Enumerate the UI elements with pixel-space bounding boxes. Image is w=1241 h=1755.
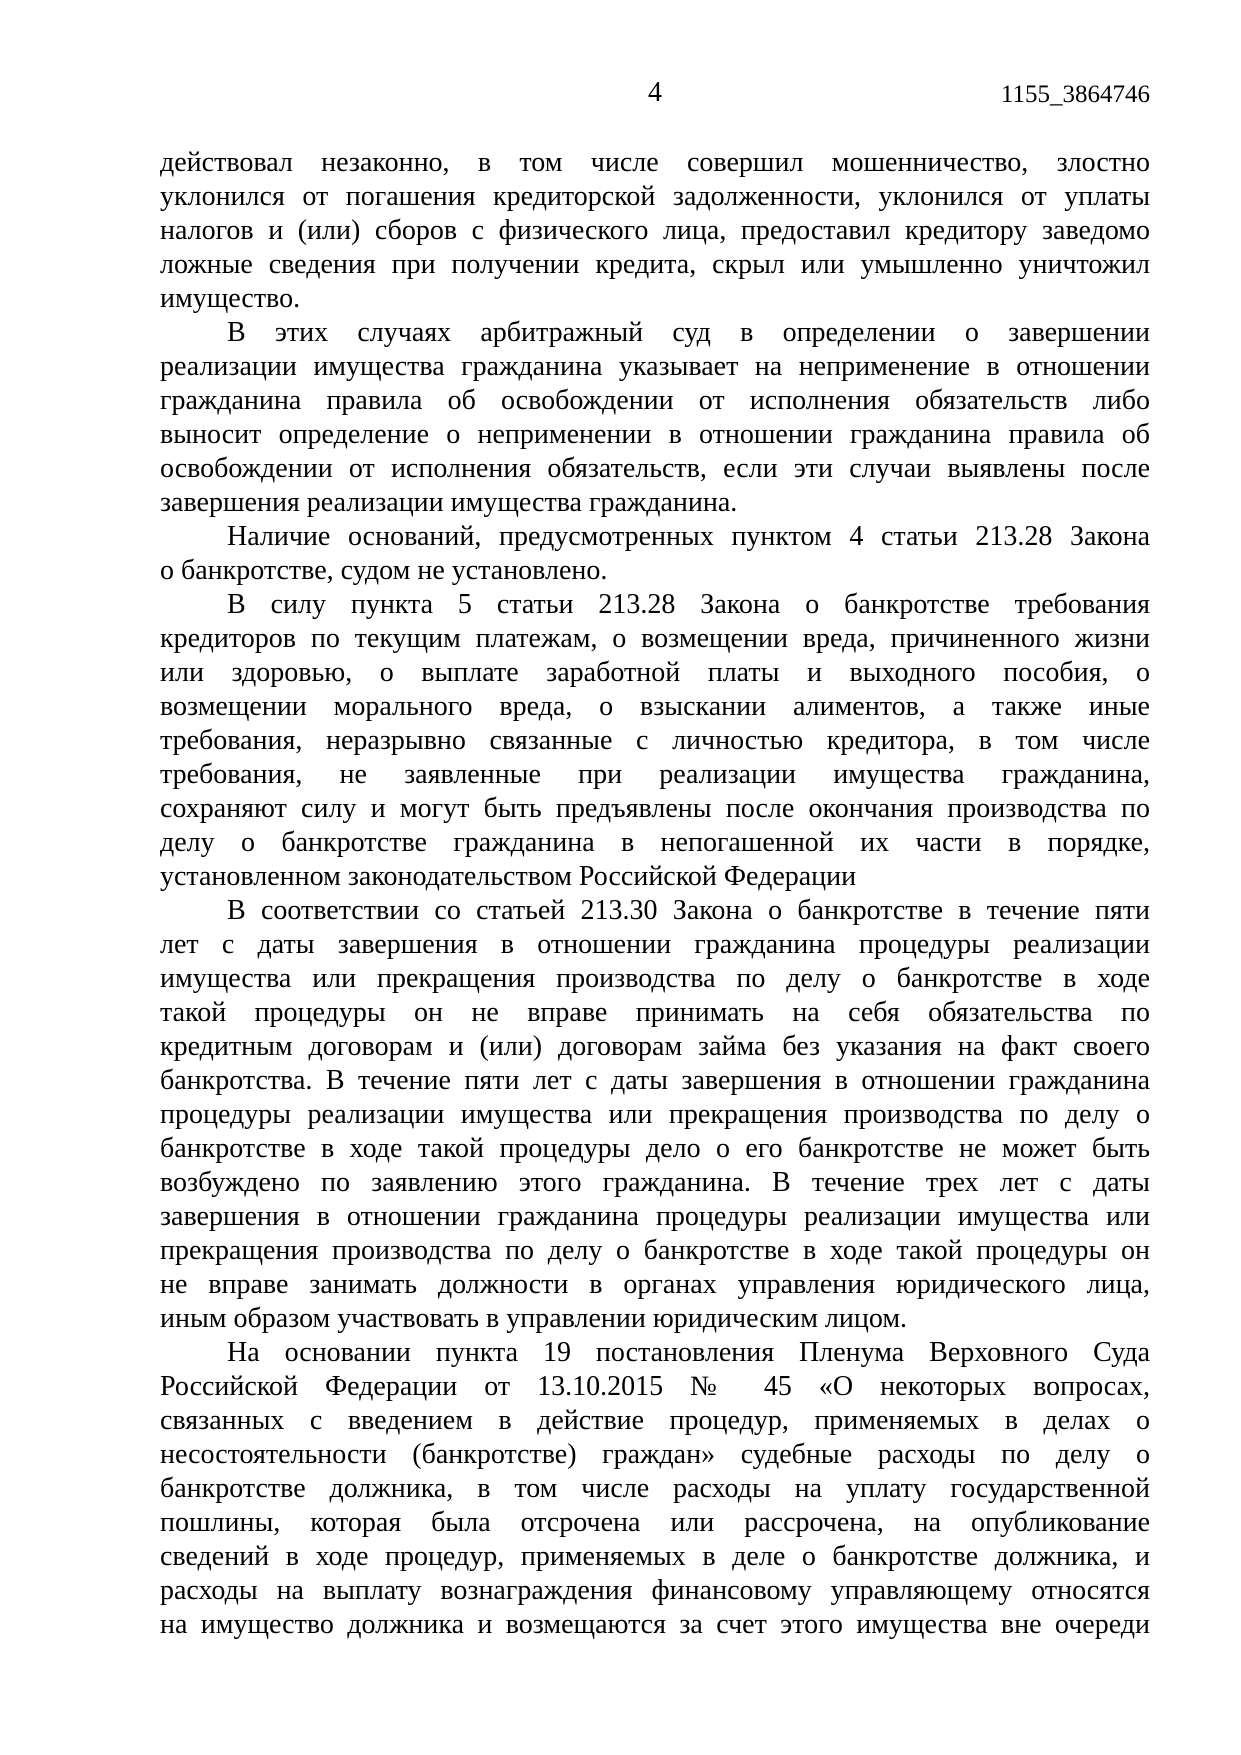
paragraph	[160, 146, 1150, 316]
text-line: В силу пункта 5 статьи 213.28 Закона о банкротстве требования	[227, 589, 1150, 620]
text-line: такой процедуры он не вправе принимать на себя обязательства по	[160, 997, 1150, 1028]
text-line: связанных с введением в действие процедур, применяемых в делах о	[160, 1405, 1150, 1436]
text-line: налогов и (или) сборов с физического лица, предоставил кредитору заведомо	[160, 215, 1150, 246]
text-line: банкротства. В течение пяти лет с даты завершения в отношении гражданина	[160, 1065, 1150, 1096]
text-line: действовал незаконно, в том числе совершил мошенничество, злостно	[160, 147, 1150, 178]
text-line: сведений в ходе процедур, применяемых в деле о банкротстве должника, и	[160, 1541, 1150, 1572]
text-line: Российской Федерации от 13.10.2015 № 45 «О некоторых вопросах,	[160, 1371, 1150, 1402]
text-line: завершения реализации имущества гражданина.	[160, 487, 738, 518]
text-line: кредитным договорам и (или) договорам займа без указания на факт своего	[160, 1031, 1150, 1062]
text-line: прекращения производства по делу о банкротстве в ходе такой процедуры он	[160, 1235, 1150, 1266]
paragraph	[160, 520, 1150, 588]
text-line: выносит определение о неприменении в отношении гражданина правила об	[160, 419, 1150, 450]
text-line: В соответствии со статьей 213.30 Закона о банкротстве в течение пяти	[227, 895, 1150, 926]
paragraph	[160, 588, 1150, 894]
text-line: иным образом участвовать в управлении юридическим лицом.	[160, 1303, 908, 1334]
text-line: требования, неразрывно связанные с личностью кредитора, в том числе	[160, 725, 1150, 756]
text-line: процедуры реализации имущества или прекращения производства по делу о	[160, 1099, 1150, 1130]
document-body	[160, 146, 1150, 1642]
text-line: о банкротстве, судом не установлено.	[160, 555, 608, 586]
text-line: возмещении морального вреда, о взыскании алиментов, а также иные	[160, 691, 1150, 722]
text-line: уклонился от погашения кредиторской задолженности, уклонился от уплаты	[160, 181, 1150, 212]
paragraph	[160, 316, 1150, 520]
text-line: реализации имущества гражданина указывает на неприменение в отношении	[160, 351, 1150, 382]
text-line: требования, не заявленные при реализации имущества гражданина,	[160, 759, 1150, 790]
text-line: гражданина правила об освобождении от исполнения обязательств либо	[160, 385, 1150, 416]
text-line: на имущество должника и возмещаются за счет этого имущества вне очереди	[160, 1609, 1150, 1640]
text-line: кредиторов по текущим платежам, о возмещении вреда, причиненного жизни	[160, 623, 1150, 654]
text-line: В этих случаях арбитражный суд в определении о завершении	[227, 317, 1150, 348]
text-line: завершения в отношении гражданина процедуры реализации имущества или	[160, 1201, 1150, 1232]
text-line: пошлины, которая была отсрочена или рассрочена, на опубликование	[160, 1507, 1150, 1538]
paragraph	[160, 1336, 1150, 1642]
page-number: 4	[648, 77, 662, 108]
text-line: освобождении от исполнения обязательств, если эти случаи выявлены после	[160, 453, 1150, 484]
text-line: делу о банкротстве гражданина в непогашенной их части в порядке,	[160, 827, 1150, 858]
text-line: На основании пункта 19 постановления Пленума Верховного Суда	[227, 1337, 1150, 1368]
paragraph	[160, 894, 1150, 1336]
document-id: 1155_3864746	[1000, 81, 1150, 108]
text-line: банкротстве должника, в том числе расходы на уплату государственной	[160, 1473, 1150, 1504]
text-line: банкротстве в ходе такой процедуры дело о его банкротстве не может быть	[160, 1133, 1150, 1164]
text-line: Наличие оснований, предусмотренных пунктом 4 статьи 213.28 Закона	[227, 521, 1150, 552]
text-line: или здоровью, о выплате заработной платы и выходного пособия, о	[160, 657, 1150, 688]
text-line: не вправе занимать должности в органах управления юридического лица,	[160, 1269, 1150, 1300]
text-line: возбуждено по заявлению этого гражданина. В течение трех лет с даты	[160, 1167, 1150, 1198]
text-line: несостоятельности (банкротстве) граждан» судебные расходы по делу о	[160, 1439, 1150, 1470]
text-line: установленном законодательством Российской Федерации	[160, 861, 857, 892]
text-line: имущество.	[160, 283, 301, 314]
page-header	[160, 78, 1150, 112]
text-line: ложные сведения при получении кредита, скрыл или умышленно уничтожил	[160, 249, 1150, 280]
text-line: лет с даты завершения в отношении гражданина процедуры реализации	[160, 929, 1150, 960]
text-line: имущества или прекращения производства по делу о банкротстве в ходе	[160, 963, 1150, 994]
text-line: расходы на выплату вознаграждения финансовому управляющему относятся	[160, 1575, 1150, 1606]
text-line: сохраняют силу и могут быть предъявлены после окончания производства по	[160, 793, 1150, 824]
